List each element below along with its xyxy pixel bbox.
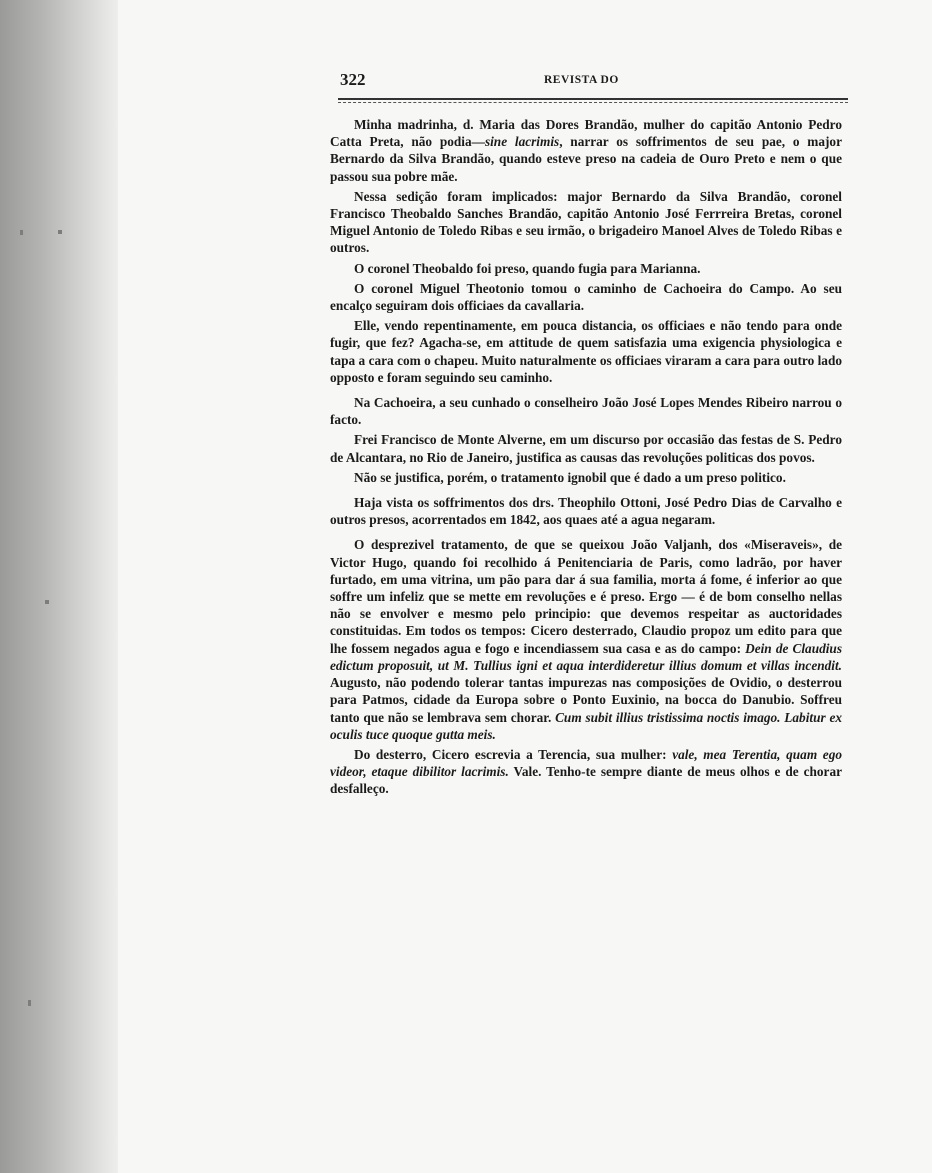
paragraph <box>330 746 842 798</box>
running-title: REVISTA DO <box>544 74 619 86</box>
paragraph-text: Haja vista os soffrimentos dos drs. Theophilo Ottoni, José Pedro Dias de Carvalho e outros presos, acorrentados em 1842, aos quaes até a agua negaram. <box>330 495 842 528</box>
scan-speck <box>20 230 23 235</box>
latin-quote: Dein de Claudius edictum proposuit, ut M. Tullius igni et aqua interdideretur illius domum et villas incendit. <box>330 640 842 673</box>
paragraph-text: Frei Francisco de Monte Alverne, em um discurso por occasião das festas de S. Pedro de Alcantara, no Rio de Janeiro, justifica as causas das revoluções politicas dos povos. <box>330 432 842 465</box>
paragraph <box>330 394 842 428</box>
paragraph <box>330 260 842 277</box>
paragraph <box>330 431 842 465</box>
paragraph <box>330 469 842 486</box>
paragraph <box>330 536 842 742</box>
scan-speck <box>28 1000 31 1006</box>
paragraph-text: O coronel Theobaldo foi preso, quando fugia para Marianna. <box>354 260 701 276</box>
paragraph-text: Na Cachoeira, a seu cunhado o conselheiro João José Lopes Mendes Ribeiro narrou o facto. <box>330 395 842 428</box>
paragraph-text: Augusto, não podendo tolerar tantas impurezas nas composições de Ovidio, o desterrou para Patmos, cidade da Europa sobre o Ponto Euxinio, na bocca do Danubio. Soffreu tanto que não se lembrava sem chorar. <box>330 675 842 725</box>
paragraph-text: Vale. Tenho-te sempre diante de meus olhos e de chorar desfalleço. <box>330 764 842 797</box>
paragraph-text: Nessa sedição foram implicados: major Bernardo da Silva Brandão, coronel Francisco Theobaldo Sanches Brandão, capitão Antonio José Ferrreira Bretas, coronel Miguel Antonio de Toledo Ribas e seu irmão, o brigadeiro Manoel Alves de Toledo Ribas e outros. <box>330 188 842 256</box>
paragraph-text: Do desterro, Cicero escrevia a Terencia, sua mulher: <box>354 746 673 762</box>
page-header <box>340 70 848 94</box>
paragraph-text: Minha madrinha, d. Maria das Dores Brandão, mulher do capitão Antonio Pedro Catta Preta, não podia— <box>330 117 842 150</box>
paragraph <box>330 317 842 386</box>
latin-quote: vale, mea Terentia, quam ego videor, etaque dibilitor lacrimis. <box>330 746 842 780</box>
paragraph <box>330 494 842 528</box>
book-binding-shadow <box>0 0 118 1173</box>
paragraph <box>330 116 842 185</box>
paragraph <box>330 188 842 257</box>
paragraph-text: Não se justifica, porém, o tratamento ignobil que é dado a um preso politico. <box>354 469 786 485</box>
scan-speck <box>58 230 62 234</box>
scan-speck <box>45 600 49 604</box>
paragraph-text: O coronel Miguel Theotonio tomou o caminho de Cachoeira do Campo. Ao seu encalço seguiram dois officiaes da cavallaria. <box>330 280 842 314</box>
paragraph-text: O desprezivel tratamento, de que se queixou João Valjanh, dos «Miseraveis», de Victor Hugo, quando foi recolhido á Penitenciaria de Paris, como ladrão, por haver furtado, em uma vitrina, um pão para dar á sua familia, morta á fome, é inferior ao que soffre um infeliz que se mette em revoluções e é preso. Ergo — é de bom conselho nellas não se envolver e mesmo pelo principio: que devemos respeitar as auctoridades constituidas. Em todos os tempos: Cicero desterrado, Claudio propoz um edito para que lhe fossem negados agua e fogo e incendiassem sua casa e as do campo: <box>330 537 842 656</box>
paragraph-text: , narrar os soffrimentos de seu pae, o major Bernardo da Silva Brandão, quando esteve preso na cadeia de Ouro Preto e nem o que passou sua pobre mãe. <box>330 134 842 184</box>
paragraph-text: Elle, vendo repentinamente, em pouca distancia, os officiaes e não tendo para onde fugir, que fez? Agacha-se, em attitude de quem satisfazia uma exigencia physiologica e tapa a cara com o chapeu. Muito naturalmente os officiaes viraram a cara para outro lado opposto e foram seguindo seu caminho. <box>330 318 842 385</box>
latin-quote: sine lacrimis <box>484 134 560 150</box>
page-body <box>330 116 842 801</box>
latin-quote: Cum subit illius tristissima noctis imago. Labitur ex oculis tuce quoque gutta meis. <box>330 709 842 742</box>
header-rule <box>338 98 848 103</box>
paragraph <box>330 280 842 314</box>
page-number: 322 <box>340 70 366 89</box>
